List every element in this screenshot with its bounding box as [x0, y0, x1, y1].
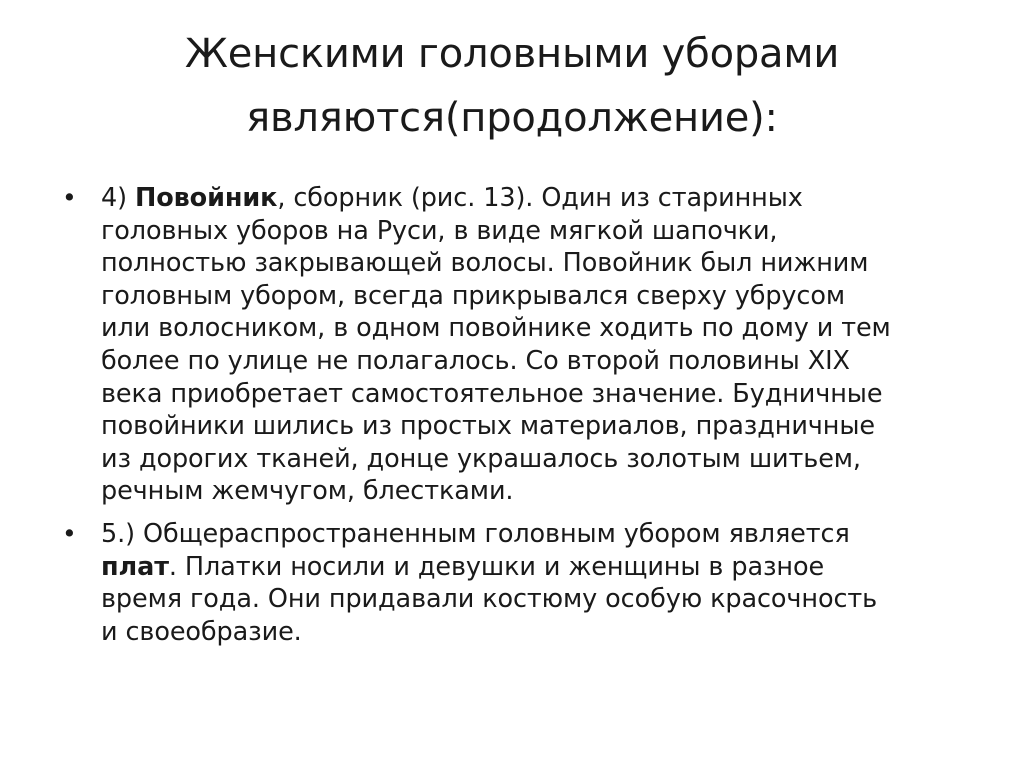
- text-line: 5.) Общераспространенным головным убором является: [101, 518, 850, 549]
- bullet-list: [62, 182, 972, 658]
- text-line: повойники шились из простых материалов, праздничные: [101, 411, 875, 442]
- text-line: или волосником, в одном повойнике ходить по дому и тем: [101, 313, 891, 344]
- text-line: [101, 551, 972, 584]
- text-line: и своеобразие.: [101, 616, 302, 647]
- bold-term: плат: [101, 551, 169, 582]
- text-line: речным жемчугом, блестками.: [101, 476, 514, 507]
- text-line: полностью закрывающей волосы. Повойник был нижним: [101, 248, 869, 279]
- text-line: время года. Они придавали костюму особую красочность: [101, 584, 878, 615]
- text-line: века приобретает самостоятельное значение. Будничные: [101, 378, 883, 409]
- text-rest: . Платки носили и девушки и женщины в разное: [168, 551, 825, 582]
- slide-title: [70, 22, 954, 150]
- text-prefix: 4): [101, 183, 135, 213]
- slide-title-line-2: являются(продолжение):: [246, 95, 778, 141]
- bullet-text: [101, 518, 972, 648]
- bullet-item-plat: [62, 518, 972, 648]
- text-line: [101, 182, 972, 215]
- text-line: более по улице не полагалось. Со второй половины XIX: [101, 345, 850, 376]
- text-rest: , сборник (рис. 13). Один из старинных: [277, 183, 803, 213]
- bold-term: Повойник: [134, 183, 278, 213]
- text-line: головных уборов на Руси, в виде мягкой шапочки,: [101, 215, 778, 246]
- slide-title-line-1: Женскими головными уборами: [184, 31, 840, 77]
- bullet-text: [101, 182, 972, 508]
- bullet-marker: •: [62, 518, 77, 548]
- text-line: головным убором, всегда прикрывался сверху убрусом: [101, 280, 845, 311]
- text-line: из дорогих тканей, донце украшалось золотым шитьем,: [101, 443, 861, 474]
- bullet-marker: •: [62, 183, 77, 212]
- bullet-item-povoinik: [62, 182, 972, 508]
